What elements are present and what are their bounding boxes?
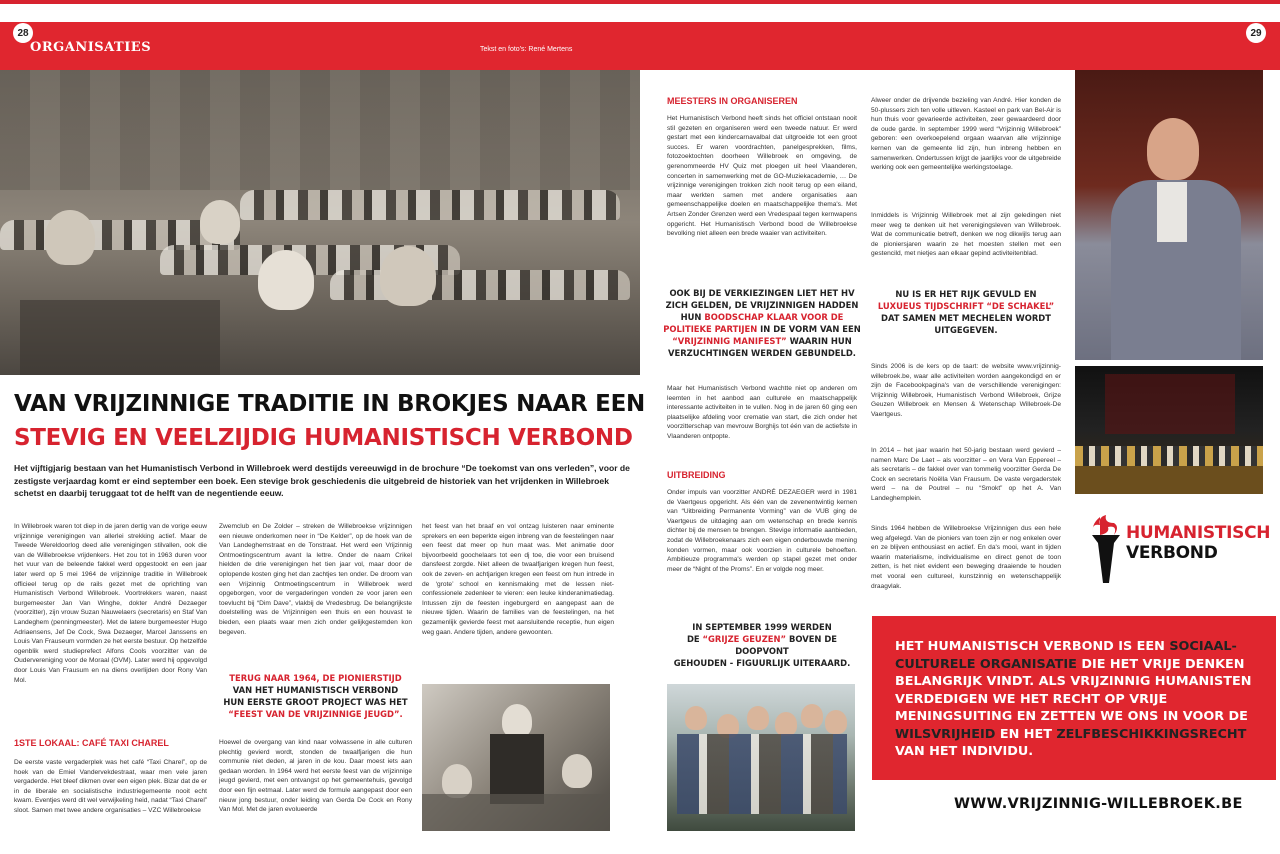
subheading-cafe: 1STE LOKAAL: CAFÉ TAXI CHAREL: [14, 738, 169, 748]
right-col2-text3: Sinds 2006 is de kers op de taart: de website www.vrijzinnig-willebroek.be, waar alle activiteiten worden aangekondigd en er zijn de Facebookpagina's van de verschillende verenigingen: Vrijzinnig Willebroek, Humanistisch Verbond Willebroek, Grijze Geuzen Willebroek en Mensen & Wetenschap Willebroek-De Vaertgeus.: [871, 363, 1061, 418]
top-bar: [0, 0, 1280, 4]
right-col1-text: Het Humanistisch Verbond heeft sinds het officiel ontstaan nooit stil gezeten en organiseren werd een tweede natuur. Er werd gestart met een kindercarnavalbal dat uitgroeide tot een groot succes. Er waren voordrachten, panelgesprekken, films, fotozoektochten doorheen Willebroek en omgeving, de gerenommeerde HV Quiz met ploegen uit heel Vlaanderen, concerten in samenwerking met de GO-Muziekacademie, … De vrijzinnige verenigingen trokken zich nooit terug op een eiland, maar werkten samen met andere organisaties aan gemeenschappelijke doelen en maatschappelijke thema's. Met Artsen Zonder Grenzen werd een Vredespaal tegen kernwapens opgericht. Het Humanistisch Verbond bood de Willebroekse bevolking niet alleen een brede waaier van activiteiten.: [667, 115, 857, 238]
headline-line-1: VAN VRIJZINNIGE TRADITIE IN BROKJES NAAR EEN: [14, 391, 645, 417]
pull-quote-grijze-geuzen: IN SEPTEMBER 1999 WERDEN DE “GRIJZE GEUZEN” BOVEN DE DOOPVONT GEHOUDEN - FIGUURLIJK UITERAARD.: [673, 622, 851, 668]
right-col1-text3: Onder impuls van voorzitter ANDRÉ DEZAEGER werd in 1981 de Vaertgeus opgericht. Als één van de zevenentwintig kernen van “Uitbreiding Permanente Vorming” van de VUB ging de Vaertgeus de uitdaging aan om wetenschap en brede kennis dichter bij de mensen te brengen. Stevige informatie aanbieden, zodat de Willebroekenaars zich een eigen onderbouwde mening konden vormen, maar ook voorzien in culturele behoeften. Ambitieuze programma's werden op stapel gezet met onder meer de “Night of the Proms”. En er volgde nog meer.: [667, 489, 857, 573]
mission-statement-text: HET HUMANISTISCH VERBOND IS EEN SOCIAAL-CULTURELE ORGANISATIE DIE HET VRIJE DENKEN BELANGRIJK VINDT. ALS VRIJZINNIG HUMANISTEN VERDEDIGEN WE HET RECHT OP VRIJE MENINGSUITING EN ZETTEN WE ONS IN VOOR DE WILSVRIJHEID EN HET ZELFBESCHIKKINGSRECHT VAN HET INDIVIDU.: [895, 639, 1252, 759]
right-col2-text: Alweer onder de drijvende bezieling van André. Hier konden de 50-plussers zich ten volle uitleven. Kasteel en park van Bel-Air is hun thuis voor gevarieerde activiteiten, zeer gewaardeerd door de oude garde. In september 1999 werd “Vrijzinnig Willebroek” geboren: een overkoepelend orgaan waarvan alle vrijzinnige kernen van de gemeente lid zijn, hun inbreng hebben en samenwerken. Ondertussen krijgt de jaarlijks voor de uitgebreide werking ook een gemeentelijke werkingstoelage.: [871, 97, 1061, 172]
credit-line: Tekst en foto's: René Mertens: [480, 46, 573, 53]
left-col1-text2: De eerste vaste vergaderplek was het café “Taxi Charel”, op de hoek van de Emiel Vandervekdestraat, waar men vele jaren vergaderde. Het bleef dikmen over een eigen plek. Bizar dat de er in de liberale en socialistische industriegemeente nooit echt kwam. Eventjes werd dit wel verwijkeling heid, nadat “Taxi Charel” sloot. Samen met twee andere organisaties – VZC Willebroekse: [14, 759, 207, 814]
stage-event-photo: [1075, 366, 1263, 494]
logo-line-1: HUMANISTISCH: [1126, 523, 1271, 543]
section-title: ORGANISATIES: [30, 40, 152, 55]
historical-speech-photo: [422, 684, 610, 831]
headline-line-2: STEVIG EN VEELZIJDIG HUMANISTISCH VERBOND: [14, 425, 633, 451]
historical-group-photo: [0, 70, 640, 375]
right-col2-text5: Sinds 1964 hebben de Willebroekse Vrijzinnigen dus een hele weg afgelegd. Van de pioniers van toen zijn er nog enkelen over en ze blijven enthousiast en actief. En da's mooi, want in tijden waarin materialisme, individualisme en direct genot de toon zetten, is het niet evident een beweging draaiende te houden met vooral een cultureel, kunstzinnig en wetenschappelijk draagvlak.: [871, 525, 1061, 590]
right-col2-text2: Inmiddels is Vrijzinnig Willebroek met al zijn geledingen niet meer weg te denken uit het verenigingsleven van Willebroek. Wat de communicatie betreft, denken we nog dikwijls terug aan de pioniersjaren waarin ze het moesten stellen met een gestencild, met nietjes aan elkaar gepind activiteitenblad.: [871, 212, 1061, 258]
grijze-geuzen-group-photo: [667, 684, 855, 831]
left-col2-text2: Hoewel de overgang van kind naar volwassene in alle culturen plechtig gevierd wordt, stonden de twaalfjarigen die hun communie niet deden, al jaren in de kou. Daar moest iets aan gedaan worden. In 1964 werd het eerste feest van de vrijzinnige jeugd gevierd, met een ontvangst op het gemeentehuis, gevolgd door een fijn eetmaal. Later werd de formule aangepast door een nieuw jong bestuur, onder leiding van Gerda De Cock en Rony Van Mol. Met de jaren evolueerde: [219, 739, 412, 814]
humanistisch-verbond-logo: [1078, 507, 1271, 587]
subheading-meesters: MEESTERS IN ORGANISEREN: [667, 96, 798, 106]
logo-line-2: VERBOND: [1126, 543, 1218, 563]
website-url[interactable]: WWW.VRIJZINNIG-WILLEBROEK.BE: [954, 796, 1243, 812]
right-col1-text2: Maar het Humanistisch Verbond wachtte niet op anderen om leemten in het aanbod aan culturele en maatschappelijk interessante activiteiten in te vullen. Nog in de jaren 60 ging een plaatselijke afdeling voor crematie van start, die zich onder het voorzitterschap van mevrouw Borghijs tot één van de actiefste in Vlaanderen ontpopte.: [667, 385, 857, 440]
pull-quote-de-schakel: NU IS ER HET RIJK GEVULD EN LUXUEUS TIJDSCHRIFT “DE SCHAKEL” DAT SAMEN MET MECHELEN WORDT UITGEGEVEN.: [877, 289, 1055, 335]
left-col2-text: Zwemclub en De Zolder – streken de Willebroekse vrijzinnigen een nieuwe onderkomen neer in “De Kelder”, op de hoek van de Van Landeghemstraat en de Tonstraat. Het werd een Vrijzinnig Ontmoetingscentrum avant la lettre. Onder de naam Crikel hielden de drie verenigingen het tien jaar vol, maar door de oplopende kosten ging het dan zachtjes ten onder. De droom van een Vrijzinnig Ontmoetingscentrum in Willebroek werd opgeborgen, voor de vergaderingen vonden ze voor jaren een toevlucht bij “Dim Dave”, vlakbij de Vredesbrug. De belangrijkste doelstelling was de Vrijzinnigen een thuis en een houvast te bieden, een plaats waar men zich onder gelijkgestemden kon begeven.: [219, 523, 412, 636]
subheading-uitbreiding: UITBREIDING: [667, 470, 726, 480]
page-number-left: 28: [13, 23, 33, 43]
pull-quote-verkiezingen: OOK BIJ DE VERKIEZINGEN LIET HET HV ZICH GELDEN, DE VRIJZINNIGEN HADDEN HUN BOODSCHAP KLAAR VOOR DE POLITIEKE PARTIJEN IN DE VORM VAN EEN “VRIJZINNIG MANIFEST” WAARIN HUN VERZUCHTINGEN WERDEN GEBUNDELD.: [663, 288, 861, 358]
pull-quote-1964: TERUG NAAR 1964, DE PIONIERSTIJD VAN HET HUMANISTISCH VERBOND HUN EERSTE GROOT PROJECT WAS HET “FEEST VAN DE VRIJZINNIGE JEUGD”.: [223, 673, 408, 719]
left-col1-text: In Willebroek waren tot diep in de jaren dertig van de vorige eeuw vrijzinnige verenigingen van allerlei strekking actief. Maar de Tweede Wereldoorlog deed alle verenigingen stilvallen, ook die van de Willebroekse vrijdenkers. Het zou tot in 1963 duren voor het vuur van de beleende fakkel werd opgestookt en een jaar later werd op 5 mei 1964 de vrijzinnige traditie in Willebroek officieel terug op de rails gezet met de oprichting van Humanistisch Verbond Willebroek. Voortrekkers waren, naast burgemeester Jan Van Winghe, dokter André Dezaeger (voorzitter), zijn vrouw Suzan Nauwelaers (secretaris) en Staf Van Landeghem (penningmeester). Met de latere burgemeester Hugo Adriaensens, Jef De Cock, Swa Dezaeger, Marcel Janssens en Louis Van Frauseum vormden ze het eerste bestuur. Op hetzelfde ogenblik werd studieprefect Alfons Cools voorzitter van de Oudervereniging voor de Moraal (OVM). Later werd hij opgevolgd door Louis Van Frausum en na diens overlijden door Rony Van Mol.: [14, 523, 207, 684]
left-col3-text: het feest van het braaf en vol ontzag luisteren naar eminente sprekers en een beperkte eigen inbreng van de feestelingen naar een feest dat meer op hun maat was. Met animatie door bijvoorbeeld goochelaars tot een dj toe, die voor een bruisend dansfeest zorgde. Niet alleen de twaalfjarigen kregen hun feest, ook de zeven- en achtjarigen kregen een feest om hun intrede in de ‘grote’ school en kennismaking met de lessen niet-confessionele zedenleer te vieren: een leuke kinderanimatiedag. Intussen zijn de feesten ingeburgerd en aangepast aan de nieuwe tijden. Waarin de families van de feestelingen, na het gezamenlijk gevierde feest met aansluitende receptie, hun eigen weg gaan. Andere tijden, andere gewoonten.: [422, 523, 614, 636]
page-number-right: 29: [1246, 23, 1266, 43]
portrait-photo: [1075, 70, 1263, 360]
intro-paragraph: Het vijftigjarig bestaan van het Humanistisch Verbond in Willebroek werd destijds vereeuwigd in de brochure “De toekomst van ons verleden”, voor de zestigste verjaardag komt er eind september een boek. Een stevige brok geschiedenis die uitgebreid de historiek van het vrijdenken in Willebroek schetst en daarbij teruggaat tot de helft van de negentiende eeuw.: [14, 463, 630, 498]
right-col2-text4: In 2014 – het jaar waarin het 50-jarig bestaan werd gevierd – namen Marc De Laet – als voorzitter – en Vera Van Eppereel – als secretaris – de fakkel over van tommelig voorzitter Gerda De Cock en secretaris Noëlla Van Frausum. De vaste vergaderstek werd – na de Poutrel – nu “Smokt” op het A. Van Landeghemplein.: [871, 447, 1061, 502]
right-header-band: [640, 22, 1280, 70]
